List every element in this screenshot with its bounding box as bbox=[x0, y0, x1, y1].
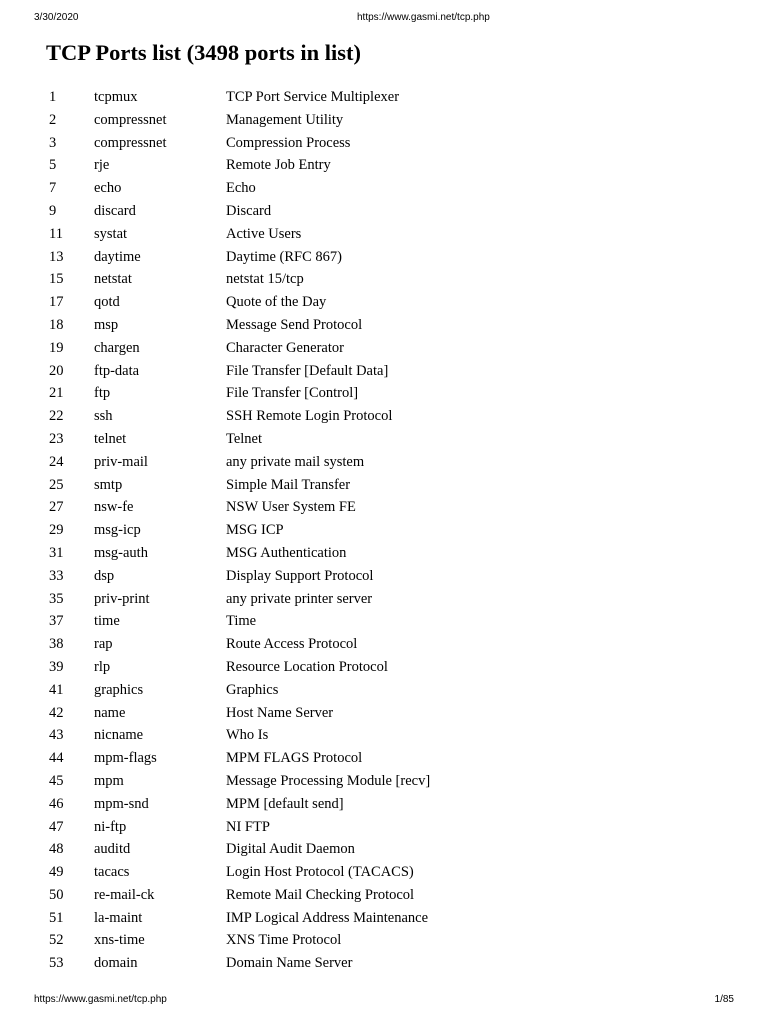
port-description: MPM FLAGS Protocol bbox=[226, 750, 363, 767]
table-row bbox=[0, 86, 768, 109]
port-service: rap bbox=[94, 636, 113, 653]
table-row bbox=[0, 884, 768, 907]
table-row bbox=[0, 565, 768, 588]
port-description: Digital Audit Daemon bbox=[226, 841, 355, 858]
port-service: msg-auth bbox=[94, 544, 148, 561]
table-row bbox=[0, 291, 768, 314]
page-number: 1/85 bbox=[714, 994, 734, 1005]
port-service: netstat bbox=[94, 271, 132, 288]
port-description: File Transfer [Control] bbox=[226, 385, 359, 402]
table-row bbox=[0, 496, 768, 519]
table-row bbox=[0, 519, 768, 542]
port-service: telnet bbox=[94, 430, 127, 447]
port-number: 52 bbox=[49, 932, 64, 949]
table-row bbox=[0, 929, 768, 952]
port-description: Character Generator bbox=[226, 339, 344, 356]
port-service: tcpmux bbox=[94, 89, 138, 105]
table-row bbox=[0, 132, 768, 155]
port-number: 45 bbox=[49, 772, 64, 789]
port-number: 23 bbox=[49, 430, 64, 447]
table-row bbox=[0, 200, 768, 223]
port-service: msg-icp bbox=[94, 522, 141, 539]
port-description: any private mail system bbox=[226, 453, 365, 470]
port-number: 44 bbox=[49, 750, 64, 767]
table-row bbox=[0, 542, 768, 565]
port-number: 9 bbox=[49, 202, 57, 219]
table-row bbox=[0, 109, 768, 132]
port-number: 27 bbox=[49, 499, 64, 516]
port-description: File Transfer [Default Data] bbox=[226, 362, 389, 379]
table-row bbox=[0, 610, 768, 633]
table-row bbox=[0, 679, 768, 702]
table-row bbox=[0, 405, 768, 428]
port-description: Host Name Server bbox=[226, 704, 334, 721]
table-row bbox=[0, 861, 768, 884]
port-service: ni-ftp bbox=[94, 818, 127, 835]
port-number: 53 bbox=[49, 955, 64, 972]
port-description: Resource Location Protocol bbox=[226, 658, 388, 675]
table-row bbox=[0, 337, 768, 360]
port-description: Active Users bbox=[226, 225, 302, 242]
port-description: Quote of the Day bbox=[226, 294, 327, 311]
port-description: Message Send Protocol bbox=[226, 316, 363, 333]
print-footer-url: https://www.gasmi.net/tcp.php bbox=[34, 994, 167, 1005]
port-description: Echo bbox=[226, 180, 256, 197]
port-description: Discard bbox=[226, 202, 272, 219]
port-number: 29 bbox=[49, 522, 64, 539]
table-row bbox=[0, 747, 768, 770]
port-service: mpm-snd bbox=[94, 795, 149, 812]
table-row bbox=[0, 633, 768, 656]
port-number: 25 bbox=[49, 476, 64, 493]
port-description: NSW User System FE bbox=[226, 499, 356, 516]
port-number: 46 bbox=[49, 795, 64, 812]
port-number: 39 bbox=[49, 658, 64, 675]
table-row bbox=[0, 816, 768, 839]
port-description: Simple Mail Transfer bbox=[226, 476, 351, 493]
port-description: SSH Remote Login Protocol bbox=[226, 408, 393, 425]
port-number: 13 bbox=[49, 248, 64, 265]
port-number: 17 bbox=[49, 294, 64, 311]
port-service: auditd bbox=[94, 841, 131, 858]
port-service: ssh bbox=[94, 408, 113, 425]
port-number: 7 bbox=[49, 180, 57, 197]
port-number: 21 bbox=[49, 385, 64, 402]
port-service: mpm bbox=[94, 772, 124, 789]
port-description: Route Access Protocol bbox=[226, 636, 358, 653]
port-number: 33 bbox=[49, 567, 64, 584]
port-service: qotd bbox=[94, 294, 120, 311]
port-number: 2 bbox=[49, 111, 57, 128]
port-number: 50 bbox=[49, 886, 64, 903]
port-description: Domain Name Server bbox=[226, 955, 353, 972]
table-row bbox=[0, 952, 768, 975]
port-number: 49 bbox=[49, 864, 64, 881]
table-row bbox=[0, 702, 768, 725]
port-service: compressnet bbox=[94, 134, 167, 151]
port-service: systat bbox=[94, 225, 128, 242]
port-service: rje bbox=[94, 157, 110, 174]
port-description: Graphics bbox=[226, 681, 279, 698]
port-description: Login Host Protocol (TACACS) bbox=[226, 864, 414, 881]
port-description: any private printer server bbox=[226, 590, 373, 607]
port-service: echo bbox=[94, 180, 122, 197]
port-service: tacacs bbox=[94, 864, 130, 881]
port-service: graphics bbox=[94, 681, 144, 698]
port-number: 19 bbox=[49, 339, 64, 356]
port-description: MSG ICP bbox=[226, 522, 284, 539]
port-number: 3 bbox=[49, 134, 57, 151]
port-description: Time bbox=[226, 613, 257, 630]
print-footer bbox=[34, 994, 734, 1010]
table-row bbox=[0, 724, 768, 747]
table-row bbox=[0, 428, 768, 451]
print-header bbox=[34, 12, 734, 28]
print-date: 3/30/2020 bbox=[34, 12, 79, 23]
table-row bbox=[0, 770, 768, 793]
table-row bbox=[0, 838, 768, 861]
port-number: 48 bbox=[49, 841, 64, 858]
port-description: Management Utility bbox=[226, 111, 344, 128]
port-service: xns-time bbox=[94, 932, 145, 949]
port-number: 15 bbox=[49, 271, 64, 288]
port-number: 38 bbox=[49, 636, 64, 653]
port-service: nsw-fe bbox=[94, 499, 134, 516]
port-description: Message Processing Module [recv] bbox=[226, 772, 431, 789]
table-row bbox=[0, 907, 768, 930]
port-service: la-maint bbox=[94, 909, 143, 926]
port-number: 42 bbox=[49, 704, 64, 721]
port-description: TCP Port Service Multiplexer bbox=[226, 89, 400, 105]
port-description: Daytime (RFC 867) bbox=[226, 248, 342, 265]
port-number: 51 bbox=[49, 909, 64, 926]
port-service: daytime bbox=[94, 248, 141, 265]
port-service: ftp-data bbox=[94, 362, 140, 379]
port-number: 43 bbox=[49, 727, 64, 744]
table-row bbox=[0, 223, 768, 246]
port-number: 37 bbox=[49, 613, 64, 630]
page-title: TCP Ports list (3498 ports in list) bbox=[46, 40, 361, 65]
table-row bbox=[0, 474, 768, 497]
port-description: Who Is bbox=[226, 727, 269, 744]
port-number: 35 bbox=[49, 590, 64, 607]
table-row bbox=[0, 451, 768, 474]
port-service: compressnet bbox=[94, 111, 167, 128]
port-description: MSG Authentication bbox=[226, 544, 347, 561]
port-service: smtp bbox=[94, 476, 123, 493]
print-header-url: https://www.gasmi.net/tcp.php bbox=[357, 12, 490, 23]
port-service: domain bbox=[94, 955, 138, 972]
port-service: priv-mail bbox=[94, 453, 148, 470]
port-number: 47 bbox=[49, 818, 64, 835]
port-service: dsp bbox=[94, 567, 115, 584]
port-service: discard bbox=[94, 202, 136, 219]
table-row bbox=[0, 656, 768, 679]
port-description: netstat 15/tcp bbox=[226, 271, 304, 288]
table-row bbox=[0, 154, 768, 177]
port-number: 41 bbox=[49, 681, 64, 698]
port-service: msp bbox=[94, 316, 119, 333]
port-number: 31 bbox=[49, 544, 64, 561]
table-row bbox=[0, 382, 768, 405]
port-service: name bbox=[94, 704, 126, 721]
port-service: time bbox=[94, 613, 120, 630]
port-service: nicname bbox=[94, 727, 144, 744]
table-row bbox=[0, 246, 768, 269]
port-service: priv-print bbox=[94, 590, 150, 607]
port-description: MPM [default send] bbox=[226, 795, 344, 812]
port-number: 24 bbox=[49, 453, 64, 470]
port-description: XNS Time Protocol bbox=[226, 932, 342, 949]
table-row bbox=[0, 588, 768, 611]
port-description: NI FTP bbox=[226, 818, 270, 835]
port-service: rlp bbox=[94, 658, 111, 675]
port-description: Telnet bbox=[226, 430, 263, 447]
port-number: 11 bbox=[49, 225, 63, 242]
port-service: mpm-flags bbox=[94, 750, 157, 767]
port-service: ftp bbox=[94, 385, 111, 402]
port-description: Compression Process bbox=[226, 134, 351, 151]
table-row bbox=[0, 314, 768, 337]
table-row bbox=[0, 268, 768, 291]
port-service: chargen bbox=[94, 339, 140, 356]
port-number: 5 bbox=[49, 157, 57, 174]
port-service: re-mail-ck bbox=[94, 886, 155, 903]
port-number: 20 bbox=[49, 362, 64, 379]
table-row bbox=[0, 793, 768, 816]
port-description: Remote Mail Checking Protocol bbox=[226, 886, 415, 903]
port-number: 1 bbox=[49, 89, 57, 105]
port-description: Remote Job Entry bbox=[226, 157, 331, 174]
port-number: 18 bbox=[49, 316, 64, 333]
table-row bbox=[0, 360, 768, 383]
port-description: IMP Logical Address Maintenance bbox=[226, 909, 429, 926]
port-table bbox=[0, 86, 768, 975]
port-number: 22 bbox=[49, 408, 64, 425]
port-description: Display Support Protocol bbox=[226, 567, 374, 584]
table-row bbox=[0, 177, 768, 200]
